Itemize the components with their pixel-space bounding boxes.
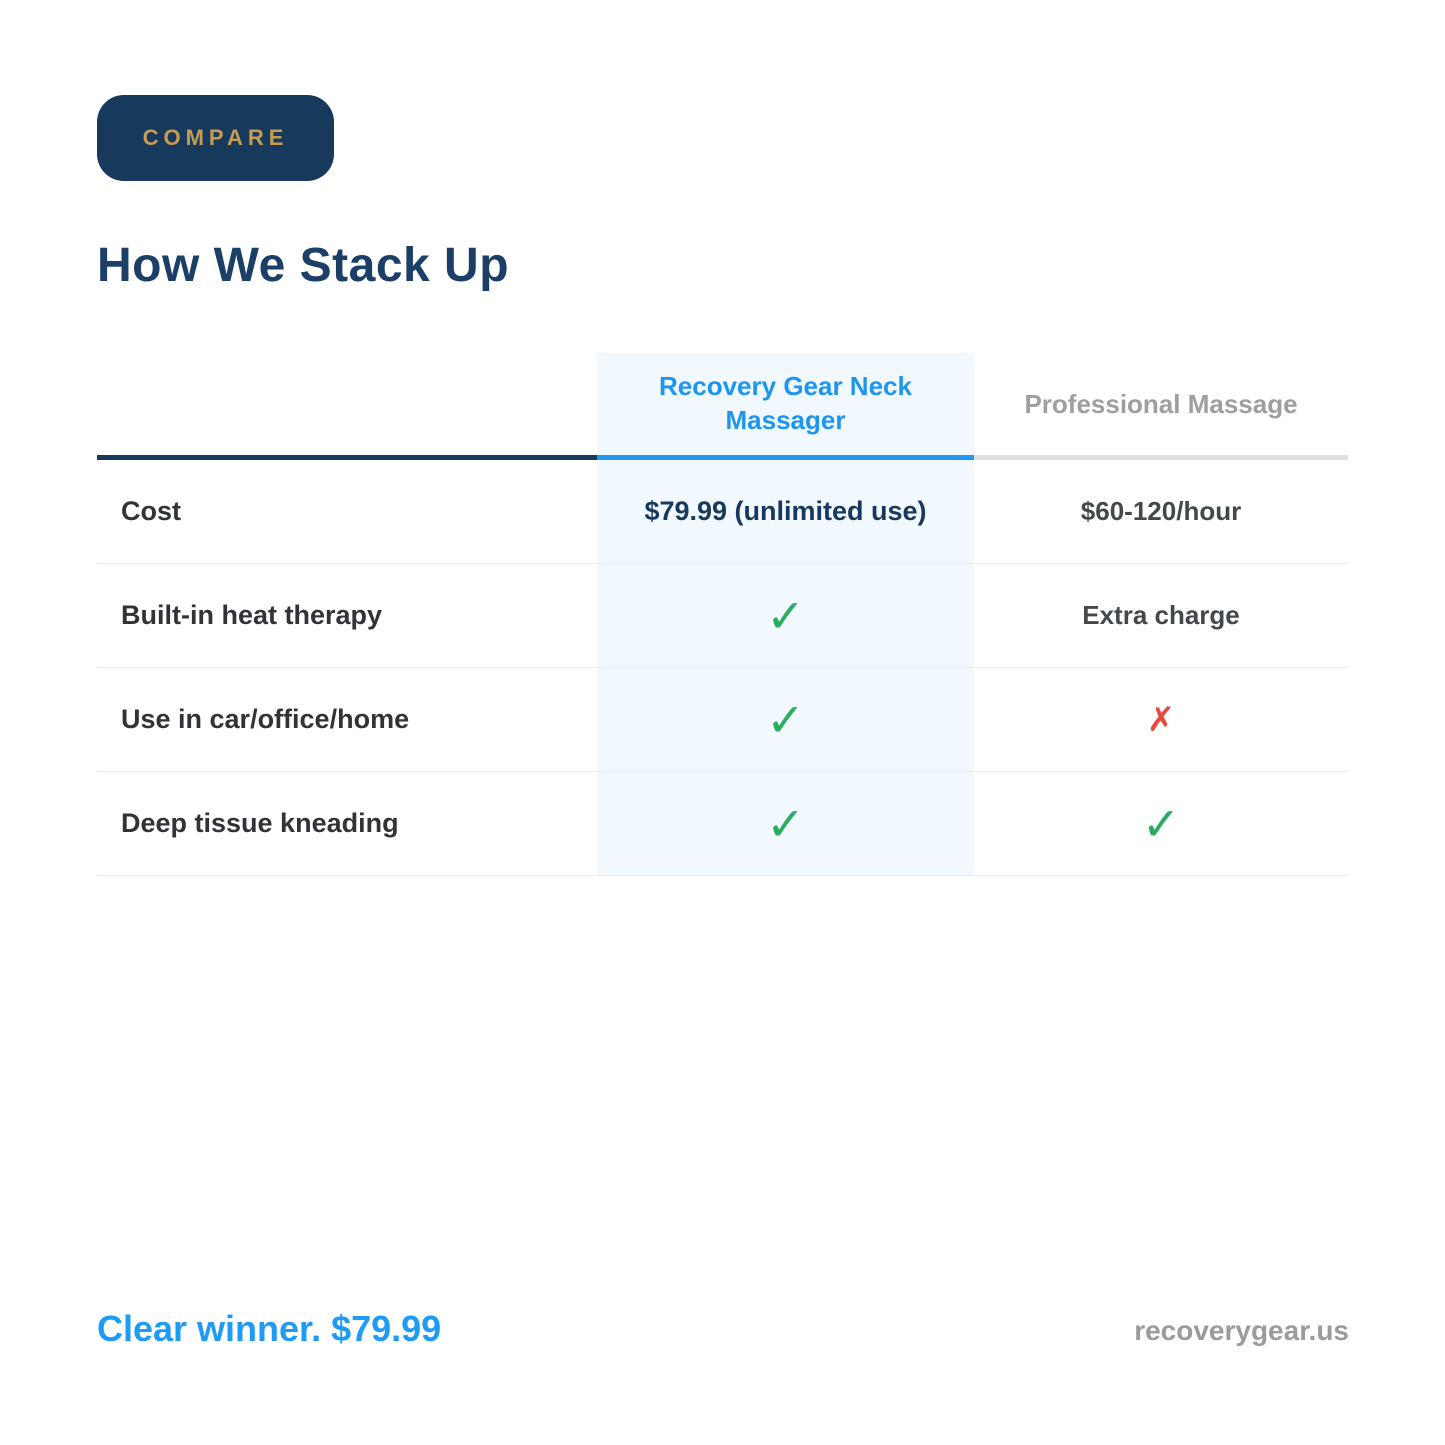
comparison-table (97, 353, 1348, 876)
check-icon: ✓ (766, 589, 805, 642)
table-row-portability-competitor (974, 668, 1348, 772)
compare-badge-label: COMPARE (142, 125, 289, 150)
table-row-cost-competitor (974, 460, 1348, 564)
table-row-portability-product (597, 668, 974, 772)
header-competitor-cell: Professional Massage (974, 353, 1348, 460)
feature-label: Deep tissue kneading (121, 808, 399, 838)
table-row-kneading-feature (97, 772, 597, 876)
cross-icon: ✗ (1146, 700, 1176, 739)
table-row-cost-product (597, 460, 974, 564)
table-row-cost-feature (97, 460, 597, 564)
table-row-heat-feature (97, 564, 597, 668)
table-row-portability-feature (97, 668, 597, 772)
page-title: How We Stack Up (97, 239, 510, 292)
table-row-kneading-competitor (974, 772, 1348, 876)
website-url: recoverygear.us (1134, 1315, 1349, 1346)
winner-tagline: Clear winner. $79.99 (97, 1308, 442, 1349)
feature-label: Cost (121, 496, 181, 526)
competitor-value: $60-120/hour (1080, 496, 1242, 526)
feature-label: Built-in heat therapy (121, 600, 383, 630)
competitor-value: Extra charge (1082, 600, 1240, 630)
table-row-heat-competitor (974, 564, 1348, 668)
header-feature-cell (97, 353, 597, 460)
feature-label: Use in car/office/home (121, 704, 410, 734)
check-icon: ✓ (1141, 797, 1181, 850)
table-row-kneading-product (597, 772, 974, 876)
check-icon: ✓ (766, 797, 805, 850)
product-value: $79.99 (unlimited use) (644, 496, 927, 526)
table-row-heat-product (597, 564, 974, 668)
compare-badge (97, 95, 334, 181)
check-icon: ✓ (766, 693, 805, 746)
header-product-cell: Recovery Gear Neck Massager (597, 353, 974, 460)
